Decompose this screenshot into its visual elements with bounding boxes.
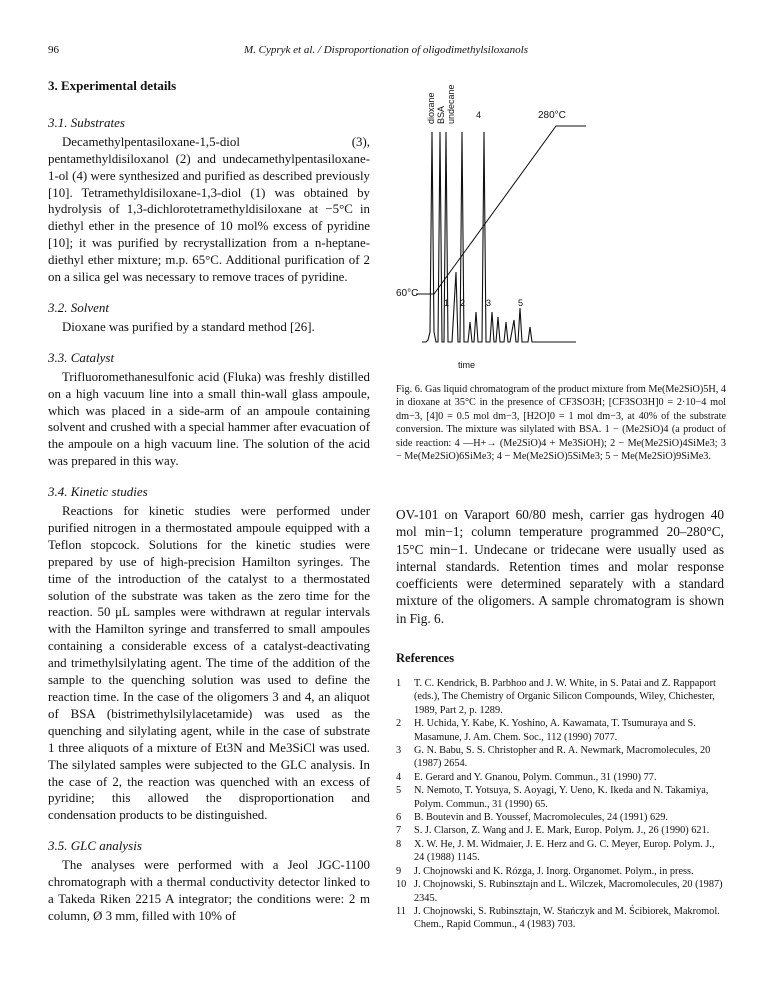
subsection-heading: 3.3. Catalyst — [48, 349, 115, 365]
reference-item: 3 G. N. Babu, S. S. Christopher and R. A. Newmark, Macromolecules, 20 (1987) 2654. — [396, 745, 711, 770]
left-column — [48, 78, 370, 939]
section-title: 3. Experimental details — [48, 78, 177, 93]
reference-item: 6 B. Boutevin and B. Youssef, Macromolecules, 24 (1991) 629. — [396, 812, 668, 824]
reference-item: 2 H. Uchida, Y. Kabe, K. Yoshino, A. Kawamata, T. Tsumuraya and S. Masamune, J. Am. Chem. Soc., 112 (1990) 7077. — [396, 718, 696, 743]
label-peak-5: 5 — [518, 298, 524, 308]
section-catalyst — [48, 350, 370, 470]
label-bsa: BSA — [436, 105, 446, 124]
label-x-axis: time — [458, 360, 476, 370]
running-header — [48, 44, 724, 60]
page-number: 96 — [48, 44, 59, 56]
chromatogram-svg — [396, 72, 728, 370]
right-column-text: OV-101 on Varaport 60/80 mesh, carrier gas hydrogen 40 mol min−1; column temperature programmed 20–280°C, 15°C min−1. Undecane or tridecane were usually used as internal standards. Retention times and molar response coefficients were determined separately with a standard mixture of the oligomers. A sample chromatogram is shown in Fig. 6. — [396, 507, 724, 626]
label-peak-3: 3 — [486, 298, 492, 308]
label-peak-2: 2 — [460, 298, 466, 308]
reference-item: 5 N. Nemoto, T. Yotsuya, S. Aoyagi, Y. Ueno, K. Ikeda and N. Takamiya, Polym. Commun., 31 (1990) 65. — [396, 785, 709, 810]
subsection-heading: 3.5. GLC analysis — [48, 838, 142, 854]
reference-item: 4 E. Gerard and Y. Gnanou, Polym. Commun., 31 (1990) 77. — [396, 771, 657, 783]
paragraph: Dioxane was purified by a standard method [26]. — [62, 319, 315, 334]
figure-caption: Fig. 6. Gas liquid chromatogram of the product mixture from Me(Me2SiO)5H, 4 in dioxane at 35°C in the presence of CF3SO3H; [CF3SO3H]0 = 2·10−4 mol dm−3, [4]0 = 0.5 mol dm−3, [H2O]0 = 1 mol dm−3, at 40% of the substrate conversion. The mixture was silylated with BSA. 1 − (Me2SiO)4 (a product of side reaction: 4 —H+→ (Me2SiO)4 + Me3SiOH); 2 − Me(Me2SiO)4SiMe3; 3 − Me(Me2SiO)6SiMe3; 4 − Me(Me2SiO)5SiMe3; 5 − Me(Me2SiO)9SiMe3. — [396, 384, 726, 463]
reference-item: 10 J. Chojnowski, S. Rubinsztajn and L. Wilczek, Macromolecules, 20 (1987) 2345. — [396, 879, 723, 904]
reference-item: 1 T. C. Kendrick, B. Parbhoo and J. W. White, in S. Patai and Z. Rappaport (eds.), The Chemistry of Organic Silicon Compounds, Wiley, Chichester, 1989, Part 2, p. 1289. — [396, 678, 716, 716]
reference-item: 7 S. J. Clarson, Z. Wang and J. E. Mark, Europ. Polym. J., 26 (1990) 621. — [396, 825, 710, 837]
running-title: M. Cypryk et al. / Disproportionation of oligodimethylsiloxanols — [243, 44, 529, 56]
section-substrates — [48, 115, 370, 286]
subsection-heading: 3.1. Substrates — [48, 114, 125, 130]
paragraph: The analyses were performed with a Jeol JGC-1100 chromatograph with a thermal conductivity detector linked to a Takeda Riken 2215 A integrator; the conditions were: 2 m column, Ø 3 mm, filled with 10% of — [48, 858, 370, 923]
paragraph: Trifluoromethanesulfonic acid (Fluka) was freshly distilled on a high vacuum line into a small thin-wall glass ampoule, which was placed in a side-arm of an ampoule containing solvent and crushed with a special hammer after evacuation of the ampoule on a high vacuum line. The solution of the acid was prepared in this way. — [48, 369, 370, 469]
label-temp-high: 280°C — [538, 110, 566, 121]
subsection-heading: 3.4. Kinetic studies — [48, 484, 148, 500]
references-list — [396, 677, 726, 932]
section-kinetic-studies — [48, 484, 370, 824]
label-peak-4: 4 — [476, 110, 482, 120]
section-solvent — [48, 300, 370, 336]
reference-item: 9 J. Chojnowski and K. Rózga, J. Inorg. Organomet. Polym., in press. — [396, 865, 694, 877]
paragraph: Decamethylpentasiloxane-1,5-diol (3), pentamethyldisiloxanol (2) and undecamethylpentasiloxane-1-ol (4) were synthesized and purified as described previously [10]. Tetramethyldisiloxane-1,3-diol (1) was obtained by hydrolysis of 1,3-dichlorotetramethyldisiloxane at −5°C in diethyl ether in the presence of 10 mol% excess of pyridine [10]; it was purified by recrystallization from a n-heptane-diethyl ether mixture; m.p. 65°C. Additional purification of 2 on a silica gel was necessary to remove traces of pyridine. — [48, 134, 370, 285]
references-heading: References — [396, 651, 455, 665]
chromatogram-figure — [396, 72, 728, 370]
label-peak-1: 1 — [444, 298, 450, 308]
label-undecane: undecane — [446, 84, 456, 124]
label-dioxane: dioxane — [426, 92, 436, 124]
reference-item: 11 J. Chojnowski, S. Rubinsztajn, W. Stańczyk and M. Ścibiorek, Makromol. Chem., Rapid Commun., 4 (1983) 703. — [396, 905, 720, 931]
section-glc-analysis — [48, 838, 370, 925]
subsection-heading: 3.2. Solvent — [48, 299, 110, 315]
label-temp-low: 60°C — [396, 288, 419, 299]
chromatogram-trace — [422, 132, 576, 342]
reference-item: 8 X. W. He, J. M. Widmaier, J. E. Herz and G. C. Meyer, Europ. Polym. J., 24 (1988) 1145. — [396, 838, 715, 864]
paragraph: Reactions for kinetic studies were performed under purified nitrogen in a thermostated ampoule equipped with a Teflon stopcock. Solutions for the kinetic studies were prepared by use of high-precision Hamilton syringes. The time of the introduction of the catalyst to a thermostated solution of the substrate was taken as the zero time for the reaction. 50 μL samples were withdrawn at regular intervals with the Hamilton syringe and transferred to small ampoules containing a considerable excess of a catalyst-deactivating and trimethylsilylating agent. The time of the addition of the sample to the quenching solution was used to define the reaction time. In the case of the oligomers 3 and 4, an aliquot of BSA (bistrimethylsilylacetamide) was used as the quenching and silylating agent, while in the case of substrate 1 three aliquots of a mixture of Et3N and Me3SiCl was used. The silylated samples were subjected to the GLC analysis. In the case of 2, the reaction was quenched with an excess of pyridine; this allowed the disproportionation and condensation products to be distinguished. — [48, 504, 370, 823]
